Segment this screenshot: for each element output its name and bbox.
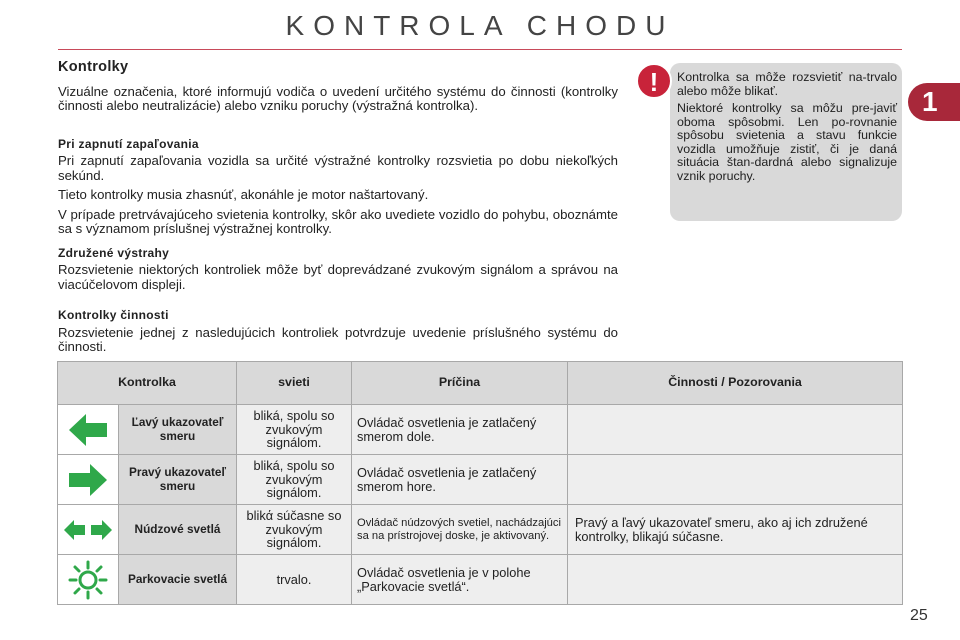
note-paragraph-2: Niektoré kontrolky sa môžu pre-javiť oboma spôsobmi. Len po-rovnanie spôsobu svietenia a stavu funkcie vozidla umožňuje zistiť, či je daná situácia štan-dardná alebo signalizuje vznik poruchy.: [677, 101, 897, 183]
section-title: Kontrolky: [58, 59, 129, 75]
ignition-text-3: V prípade pretrvávajúceho svietenia kontrolky, skôr ako uvediete vozidlo do pohybu, oboznámte sa s významom príslušnej výstražnej kontrolky.: [58, 206, 618, 236]
col-header-kontrolka: Kontrolka: [58, 362, 237, 405]
lamp-name: Ľavý ukazovateľ smeru: [119, 405, 237, 455]
lamp-cause: Ovládač núdzových svetiel, nachádzajúci sa na prístrojovej doske, je aktivovaný.: [352, 505, 568, 555]
chapter-tab[interactable]: 1: [908, 83, 960, 121]
note-paragraph-1: Kontrolka sa môže rozsvietiť na-trvalo alebo môže blikať.: [677, 70, 897, 98]
left-arrow-icon: [58, 405, 119, 455]
hazard-arrows-icon: [58, 505, 119, 555]
lamp-name: Parkovacie svetlá: [119, 555, 237, 605]
header-divider: [58, 49, 902, 50]
lamp-state: bliká, spolu so zvukovým signálom.: [237, 455, 352, 505]
exclamation-icon: !: [636, 63, 672, 99]
indicator-table: [57, 361, 903, 605]
table-row: [58, 405, 903, 455]
right-arrow-icon: [58, 455, 119, 505]
parking-light-icon: [58, 555, 119, 605]
combined-text: Rozsvietenie niektorých kontroliek môže byť doprevádzané zvukovým signálom a správou na viacúčelovom displeji.: [58, 262, 618, 292]
page-number: 25: [910, 607, 928, 624]
col-header-cinnosti: Činnosti / Pozorovania: [568, 362, 903, 405]
ignition-heading: Pri zapnutí zapaľovania: [58, 136, 199, 151]
activity-text: Rozsvietenie jednej z nasledujúcich kontroliek potvrdzuje uvedenie príslušného systému do činnosti.: [58, 324, 618, 354]
intro-text: Vizuálne označenia, ktoré informujú vodiča o uvedení určitého systému do činnosti (kontrolky činnosti alebo neutralizácie) alebo vzniku poruchy (výstražná kontrolka).: [58, 83, 618, 113]
lamp-state: bliká, spolu so zvukovým signálom.: [237, 405, 352, 455]
lamp-state: blikά súčasne so zvukovým signálom.: [237, 505, 352, 555]
lamp-actions: Pravý a ľavý ukazovateľ smeru, ako aj ich združené kontrolky, blikajú súčasne.: [568, 505, 903, 555]
lamp-actions: [568, 555, 903, 605]
main-content: [58, 60, 618, 360]
note-text: [677, 71, 897, 187]
lamp-state: trvalo.: [237, 555, 352, 605]
lamp-cause: Ovládač osvetlenia je zatlačený smerom hore.: [352, 455, 568, 505]
lamp-name: Pravý ukazovateľ smeru: [119, 455, 237, 505]
table-row: [58, 555, 903, 605]
lamp-cause: Ovládač osvetlenia je zatlačený smerom dole.: [352, 405, 568, 455]
lamp-name: Núdzové svetlá: [119, 505, 237, 555]
page-title: KONTROLA CHODU: [285, 10, 675, 41]
lamp-cause: Ovládač osvetlenia je v polohe „Parkovacie svetlá“.: [352, 555, 568, 605]
lamp-actions: [568, 455, 903, 505]
table-row: [58, 455, 903, 505]
ignition-text-2: Tieto kontrolky musia zhasnúť, akonáhle je motor naštartovaný.: [58, 187, 429, 202]
table-row: [58, 505, 903, 555]
activity-heading: Kontrolky činnosti: [58, 308, 169, 322]
lamp-actions: [568, 405, 903, 455]
combined-heading: Združené výstrahy: [58, 245, 170, 260]
col-header-pricina: Príčina: [352, 362, 568, 405]
ignition-text-1: Pri zapnutí zapaľovania vozidla sa určité výstražné kontrolky rozsvietia po dobu niekoľkých sekúnd.: [58, 153, 618, 183]
col-header-svieti: svieti: [237, 362, 352, 405]
